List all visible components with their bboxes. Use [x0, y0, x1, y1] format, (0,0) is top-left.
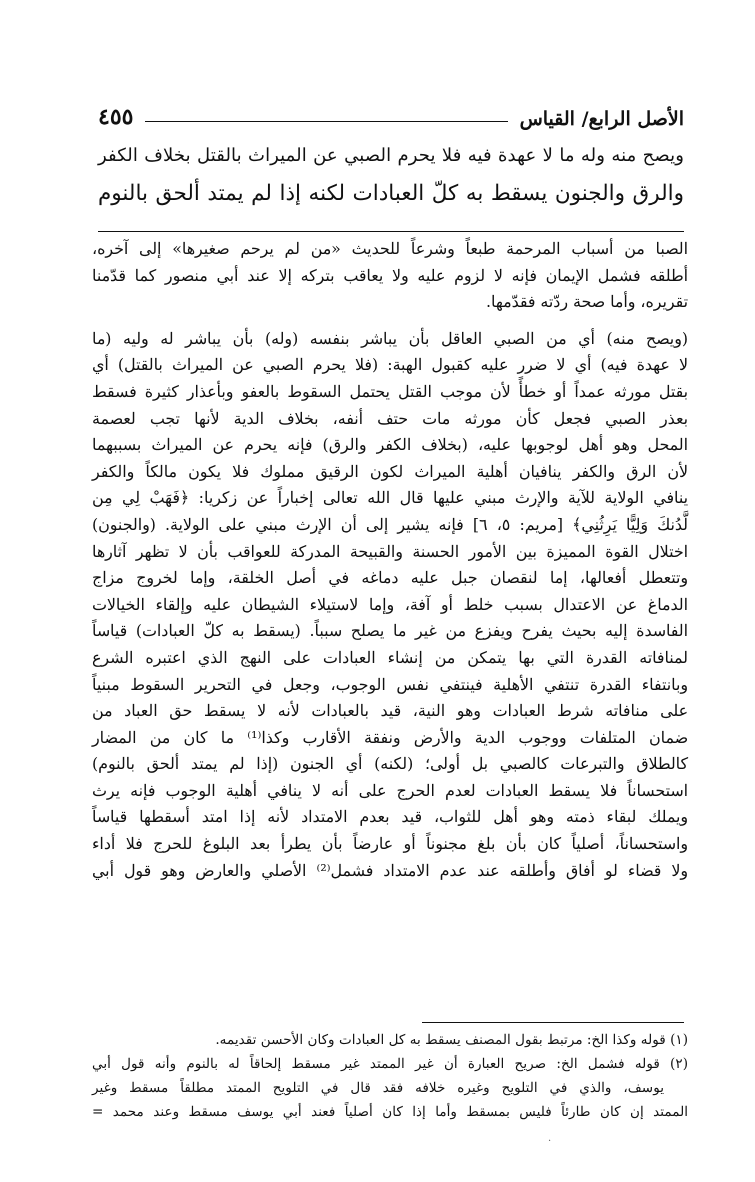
footnote-separator [422, 1022, 684, 1023]
commentary-line: ينافي الولاية للآية والإرث مبني عليها قال الله تعالى إخباراً عن زكريا: ﴿فَهَبْ لِي مِن [92, 488, 688, 508]
header-rule [145, 121, 507, 122]
commentary-line: لمنافاته القدرة التي بها يتمكن من إنشاء العبادات على النهج الذي اعتبره الشرع [92, 647, 688, 667]
commentary-line: أطلقه فشمل الإيمان فإنه لا لزوم عليه ولا يعاقب بتركه إلا عند أبي منصور كما قدّمنا [92, 265, 688, 285]
commentary [92, 236, 688, 884]
commentary-line: (ويصح منه) أي من الصبي العاقل بأن يباشر بنفسه (وله) بأن يباشر له وليه (ما [92, 328, 688, 348]
main-text [98, 137, 684, 213]
main-separator [98, 231, 684, 232]
commentary-line: الدماغ عن الاعتدال بسبب خلط أو آفة، وإما لاستيلاء الشيطان عليه وإلقاء الخيالات [92, 594, 688, 614]
commentary-line: لَّدُنكَ وَلِيًّا يَرِثُنِي﴾ [مريم: ٥، ٦] فإنه يشير إلى أن الإرث مبني على الولاية. (والجنون) [92, 514, 688, 534]
commentary-line: لا عهدة فيه) أي لا ضرر عليه كقبول الهبة: (فلا يحرم الصبي عن الميراث بالقتل) أي [92, 355, 688, 375]
commentary-line: وبانتفاء القدرة تنتفي الأهلية فينتفي نفس الوجوب، وجعل في التحرير السقوط مبنياً [92, 674, 688, 694]
commentary-line: ضمان المتلفات ووجوب الدية والأرض ونفقة الأقارب وكذا⁽¹⁾ ما كان من المضار [92, 727, 689, 747]
commentary-line: بعذر الصبي فجعل كأن مورثه مات حتف أنفه، بخلاف الدية لأنها تجب لعصمة [92, 408, 688, 428]
footnotes [92, 1028, 688, 1124]
commentary-line: وتتعطل أفعالها، إما لنقصان جبل عليه دماغه في أصل الخلقة، وإما لخروج مزاج [92, 568, 688, 588]
commentary-line: ولا قضاء لو أفاق وأطلقه عند عدم الامتداد فشمل⁽²⁾ الأصلي والعارض وهو قول أبي [92, 860, 688, 880]
page-header [98, 96, 684, 130]
paragraph-gap [92, 316, 688, 326]
commentary-line: المحل وهو أهل لوجوبها عليه، (بخلاف الكفر والرق) فإنه يحرم عن الميراث بسببهما [92, 435, 688, 455]
commentary-line: لأن الرق والكفر ينافيان أهلية الميراث لكون الرقيق مملوك فلا يكون مالكاً والكفر [92, 461, 688, 481]
commentary-line: كالطلاق والتبرعات كالصبي بل أولى؛ (لكنه) أي الجنون (إذا لم يمتد ألحق بالنوم) [92, 754, 688, 774]
commentary-line: الفاسدة إليه بحيث يفرح ويفزع من غير ما يصلح سبباً. (يسقط به كلّ العبادات) قياساً [92, 621, 688, 641]
page-number: ٤٥٥ [98, 104, 134, 130]
footnote-2-continued: يوسف، والذي في التلويح وغيره خلافه فقد قال في التلويح الممتد مطلقاً مسقط وغير [92, 1080, 664, 1096]
commentary-line: اختلال القوة المميزة بين الأمور الحسنة والقبيحة المدركة للعواقب بأن لا تظهر آثارها [92, 541, 688, 561]
commentary-line: استحساناً فلا يسقط العبادات لعدم الحرج على أنه لا ينافي أهلية الوجوب فإنه يرث [92, 780, 688, 800]
footnote-2: (٢) قوله فشمل الخ: صريح العبارة أن غير الممتد غير مسقط إلحاقاً له بالنوم وأنه قول أبي [92, 1056, 688, 1072]
running-title: الأصل الرابع/ القياس [519, 108, 684, 130]
main-text-line: والرق والجنون يسقط به كلّ العبادات لكنه إذا لم يمتد ألحق بالنوم [98, 181, 684, 206]
scan-mark: · [548, 1136, 552, 1147]
commentary-line: على منافاته شرط العبادات وهو النية، قيد بالعبادات لأنه لا يسقط حق العباد من [92, 701, 688, 721]
commentary-line: بقتل مورثه عمداً أو خطأً لأن موجب القتل يحتمل السقوط بالعفو وبأعذار كثيرة فسقط [92, 381, 688, 401]
footnote-1: (١) قوله وكذا الخ: مرتبط بقول المصنف يسقط به كل العبادات وكان الأحسن تقديمه. [215, 1032, 688, 1048]
commentary-line: تقريره، وأما صحة ردّته فقدّمها. [486, 292, 688, 312]
footnote-2-continued: الممتد إن كان طارئاً فليس بمسقط وأما إذا كان أصلياً فعند أبي يوسف مسقط وعند محمد = [92, 1104, 688, 1120]
commentary-line: ويملك لبقاء ذمته وهو أهل للثواب، قيد بعدم الامتداد لأنه إذا امتد أسقطها قياساً [92, 807, 688, 827]
commentary-line: الصبا من أسباب المرحمة طبعاً وشرعاً للحديث «من لم يرحم صغيرها» إلى آخره، [92, 239, 688, 258]
main-text-line: ويصح منه وله ما لا عهدة فيه فلا يحرم الصبي عن الميراث بالقتل بخلاف الكفر [98, 145, 684, 166]
commentary-line: واستحساناً، أصلياً كان بأن بلغ مجنوناً أو عارضاً بأن يطرأ بعد البلوغ للحرج فلا أداء [92, 834, 688, 854]
